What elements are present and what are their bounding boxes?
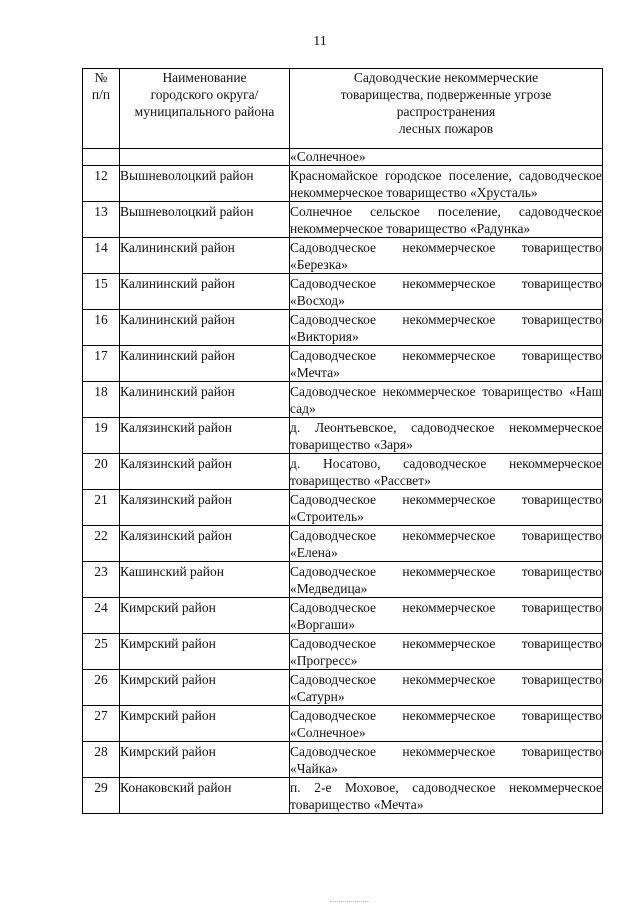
row-org: д. Леонтьевское, садоводческое некоммерческое товарищество «Заря» bbox=[290, 418, 603, 454]
row-district: Калининский район bbox=[120, 310, 290, 346]
row-num: 14 bbox=[83, 238, 120, 274]
table-row bbox=[83, 274, 603, 310]
row-org: Красномайское городское поселение, садоводческое некоммерческое товарищество «Хрусталь» bbox=[290, 166, 603, 202]
row-org: Солнечное сельское поселение, садоводческое некоммерческое товарищество «Радунка» bbox=[290, 202, 603, 238]
row-district: Калининский район bbox=[120, 238, 290, 274]
row-num: 25 bbox=[83, 634, 120, 670]
table-row bbox=[83, 562, 603, 598]
row-district: Кимрский район bbox=[120, 670, 290, 706]
row-org: Садоводческое некоммерческое товарищество «Виктория» bbox=[290, 310, 603, 346]
row-district bbox=[120, 149, 290, 166]
row-num: 13 bbox=[83, 202, 120, 238]
row-num: 23 bbox=[83, 562, 120, 598]
header-org-line: лесных пожаров bbox=[398, 121, 494, 136]
row-org: п. 2-е Моховое, садоводческое некоммерческое товарищество «Мечта» bbox=[290, 778, 603, 814]
row-org: Садоводческое некоммерческое товарищество «Прогресс» bbox=[290, 634, 603, 670]
row-num bbox=[83, 149, 120, 166]
table-row bbox=[83, 634, 603, 670]
row-district: Калязинский район bbox=[120, 526, 290, 562]
table-row bbox=[83, 346, 603, 382]
row-org: «Солнечное» bbox=[290, 149, 603, 166]
row-district: Калязинский район bbox=[120, 490, 290, 526]
table-row bbox=[83, 310, 603, 346]
row-district: Вышневолоцкий район bbox=[120, 166, 290, 202]
row-district: Конаковский район bbox=[120, 778, 290, 814]
row-district: Калининский район bbox=[120, 346, 290, 382]
header-district-line: городского округа/ bbox=[150, 87, 259, 102]
header-org bbox=[290, 69, 603, 149]
table-row bbox=[83, 598, 603, 634]
table-row bbox=[83, 418, 603, 454]
row-org: Садоводческое некоммерческое товарищество «Воргаши» bbox=[290, 598, 603, 634]
row-district: Калязинский район bbox=[120, 418, 290, 454]
header-district bbox=[120, 69, 290, 149]
header-num bbox=[83, 69, 120, 149]
table-row bbox=[83, 166, 603, 202]
row-org: Садоводческое некоммерческое товарищество «Строитель» bbox=[290, 490, 603, 526]
row-num: 15 bbox=[83, 274, 120, 310]
table-row bbox=[83, 238, 603, 274]
table-body bbox=[83, 149, 603, 814]
row-num: 17 bbox=[83, 346, 120, 382]
row-num: 16 bbox=[83, 310, 120, 346]
row-district: Кашинский район bbox=[120, 562, 290, 598]
row-org: Садоводческое некоммерческое товарищество «Елена» bbox=[290, 526, 603, 562]
row-num: 19 bbox=[83, 418, 120, 454]
row-org: Садоводческое некоммерческое товарищество «Наш сад» bbox=[290, 382, 603, 418]
row-district: Кимрский район bbox=[120, 706, 290, 742]
row-num: 18 bbox=[83, 382, 120, 418]
row-district: Калининский район bbox=[120, 274, 290, 310]
header-num-line: п/п bbox=[91, 87, 111, 102]
table-row bbox=[83, 454, 603, 490]
row-district: Кимрский район bbox=[120, 598, 290, 634]
table-row bbox=[83, 382, 603, 418]
row-district: Калязинский район bbox=[120, 454, 290, 490]
row-org: Садоводческое некоммерческое товарищество «Чайка» bbox=[290, 742, 603, 778]
row-org: Садоводческое некоммерческое товарищество «Мечта» bbox=[290, 346, 603, 382]
table-header bbox=[83, 69, 603, 149]
header-num-line: № bbox=[94, 70, 108, 85]
row-district: Калининский район bbox=[120, 382, 290, 418]
row-num: 29 bbox=[83, 778, 120, 814]
table-row bbox=[83, 490, 603, 526]
table-row bbox=[83, 526, 603, 562]
row-district: Кимрский район bbox=[120, 634, 290, 670]
table-row bbox=[83, 670, 603, 706]
row-district: Вышневолоцкий район bbox=[120, 202, 290, 238]
row-num: 20 bbox=[83, 454, 120, 490]
row-org: Садоводческое некоммерческое товарищество «Сатурн» bbox=[290, 670, 603, 706]
table-row bbox=[83, 742, 603, 778]
row-org: Садоводческое некоммерческое товарищество «Березка» bbox=[290, 238, 603, 274]
table-row bbox=[83, 706, 603, 742]
row-num: 21 bbox=[83, 490, 120, 526]
row-district: Кимрский район bbox=[120, 742, 290, 778]
page-number: 11 bbox=[313, 34, 327, 49]
row-num: 12 bbox=[83, 166, 120, 202]
header-district-line: муниципального района bbox=[134, 104, 275, 119]
row-num: 22 bbox=[83, 526, 120, 562]
row-num: 26 bbox=[83, 670, 120, 706]
scan-mark bbox=[330, 901, 370, 903]
row-org: д. Носатово, садоводческое некоммерческое товарищество «Рассвет» bbox=[290, 454, 603, 490]
continuation-row bbox=[83, 149, 603, 166]
row-num: 27 bbox=[83, 706, 120, 742]
header-org-line: товарищества, подверженные угрозе bbox=[340, 87, 552, 102]
header-org-line: распространения bbox=[396, 104, 496, 119]
row-org: Садоводческое некоммерческое товарищество «Медведица» bbox=[290, 562, 603, 598]
snt-table bbox=[82, 68, 603, 814]
row-num: 24 bbox=[83, 598, 120, 634]
table-row bbox=[83, 202, 603, 238]
row-num: 28 bbox=[83, 742, 120, 778]
header-org-line: Садоводческие некоммерческие bbox=[353, 70, 539, 85]
table-row bbox=[83, 778, 603, 814]
header-district-line: Наименование bbox=[162, 70, 247, 85]
row-org: Садоводческое некоммерческое товарищество «Восход» bbox=[290, 274, 603, 310]
row-org: Садоводческое некоммерческое товарищество «Солнечное» bbox=[290, 706, 603, 742]
